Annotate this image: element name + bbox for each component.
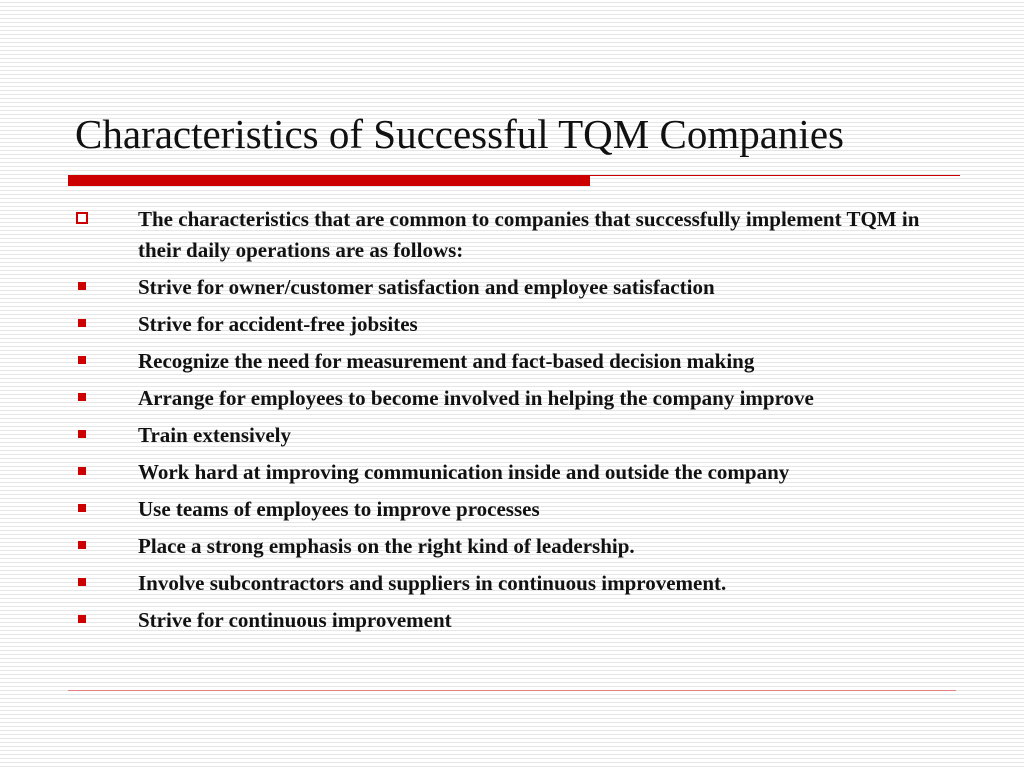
list-item xyxy=(74,457,954,488)
list-item-text: Train extensively xyxy=(138,423,292,447)
list-item-text: Strive for accident-free jobsites xyxy=(138,312,418,336)
list-item-text: Strive for continuous improvement xyxy=(138,608,452,632)
list-item xyxy=(74,420,954,451)
bullet-list xyxy=(74,204,954,642)
solid-square-bullet-icon xyxy=(78,578,86,586)
intro-item xyxy=(74,204,954,266)
solid-square-bullet-icon xyxy=(78,282,86,290)
list-item xyxy=(74,383,954,414)
title-underline-thick xyxy=(68,175,590,186)
list-item xyxy=(74,531,954,562)
list-item-text: Arrange for employees to become involved in helping the company improve xyxy=(138,386,814,410)
solid-square-bullet-icon xyxy=(78,504,86,512)
list-item-text: Recognize the need for measurement and fact-based decision making xyxy=(138,349,755,373)
footer-divider xyxy=(68,690,956,691)
hollow-square-bullet-icon xyxy=(76,212,88,224)
list-item-text: Place a strong emphasis on the right kind of leadership. xyxy=(138,534,635,558)
slide-title: Characteristics of Successful TQM Companies xyxy=(75,111,844,157)
list-item xyxy=(74,272,954,303)
list-item-text: Work hard at improving communication inside and outside the company xyxy=(138,460,790,484)
solid-square-bullet-icon xyxy=(78,356,86,364)
list-item xyxy=(74,494,954,525)
intro-text: The characteristics that are common to companies that successfully implement TQM in their daily operations are as follows: xyxy=(138,207,920,262)
list-item xyxy=(74,568,954,599)
solid-square-bullet-icon xyxy=(78,541,86,549)
list-item-text: Use teams of employees to improve processes xyxy=(138,497,540,521)
solid-square-bullet-icon xyxy=(78,319,86,327)
solid-square-bullet-icon xyxy=(78,467,86,475)
list-item-text: Involve subcontractors and suppliers in continuous improvement. xyxy=(138,571,727,595)
list-item xyxy=(74,309,954,340)
solid-square-bullet-icon xyxy=(78,615,86,623)
solid-square-bullet-icon xyxy=(78,393,86,401)
title-underline-thin xyxy=(590,175,960,176)
solid-square-bullet-icon xyxy=(78,430,86,438)
list-item-text: Strive for owner/customer satisfaction and employee satisfaction xyxy=(138,275,715,299)
list-item xyxy=(74,346,954,377)
list-item xyxy=(74,605,954,636)
